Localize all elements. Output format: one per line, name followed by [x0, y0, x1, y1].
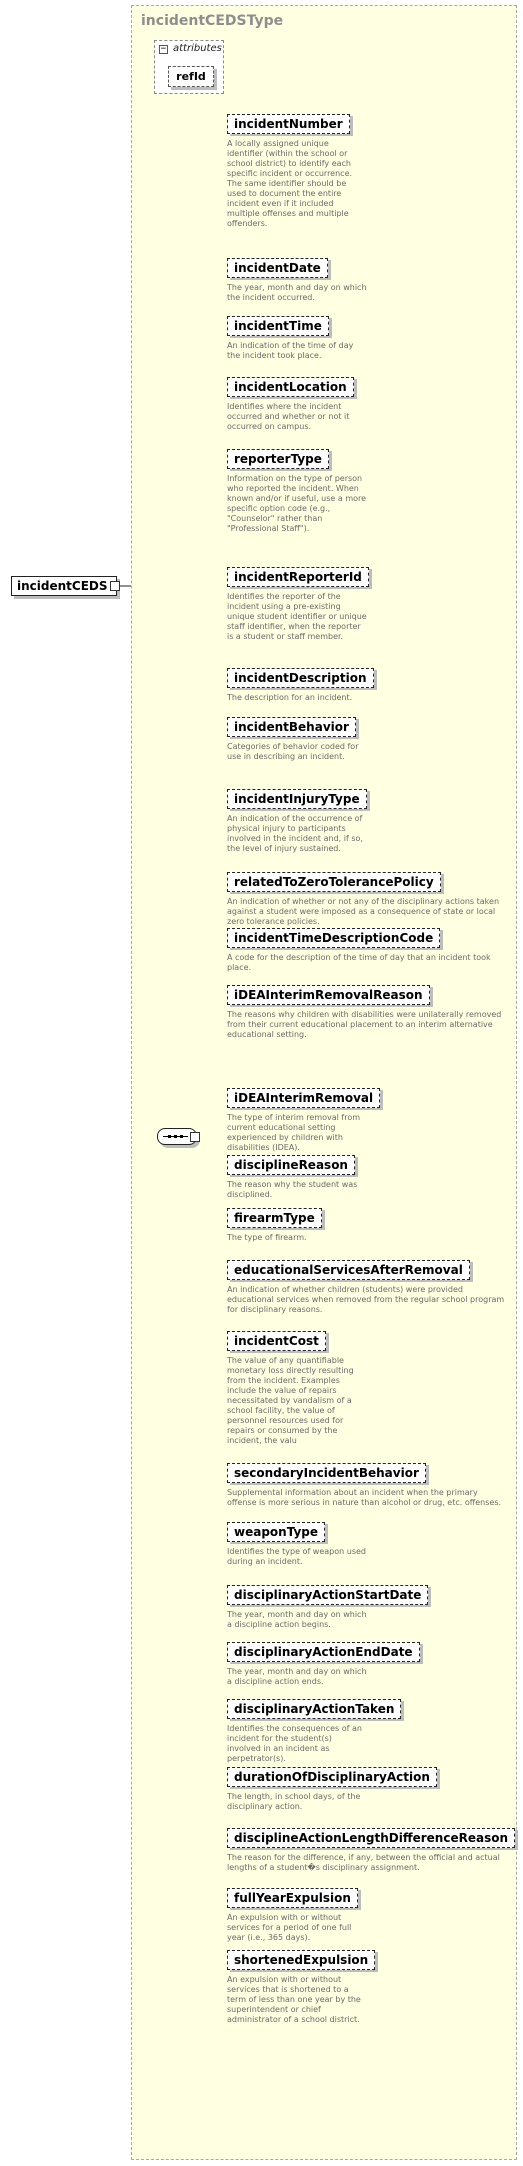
element-box[interactable]: incidentBehavior	[227, 717, 356, 737]
attribute-refid[interactable]: refId	[168, 66, 214, 87]
element-box[interactable]: relatedToZeroTolerancePolicy	[227, 872, 441, 892]
element-incidentReporterId	[227, 566, 369, 641]
element-incidentDescription	[227, 667, 374, 702]
element-box[interactable]: disciplinaryActionTaken	[227, 1699, 401, 1719]
element-incidentDate	[227, 257, 367, 302]
root-element[interactable]: incidentCEDS	[11, 576, 117, 596]
element-box[interactable]: incidentInjuryType	[227, 789, 367, 809]
element-description: The year, month and day on which a discipline action begins.	[227, 1610, 367, 1629]
element-description: An indication of whether children (students) were provided educational services when removed from the regular school program for disciplinary reasons.	[227, 1285, 505, 1314]
element-box[interactable]: disciplinaryActionEndDate	[227, 1642, 420, 1662]
expand-icon[interactable]	[110, 581, 120, 591]
element-shortenedExpulsion	[227, 1949, 375, 2024]
element-incidentTimeDescriptionCode	[227, 927, 491, 972]
element-description: The description for an incident.	[227, 693, 353, 702]
element-box[interactable]: incidentDate	[227, 258, 328, 278]
element-box[interactable]: fullYearExpulsion	[227, 1888, 358, 1908]
element-description: An indication of the occurrence of physical injury to participants involved in the incident and, if so, the level of injury sustained.	[227, 814, 363, 853]
element-box[interactable]: weaponType	[227, 1522, 325, 1542]
element-box[interactable]: educationalServicesAfterRemoval	[227, 1260, 470, 1280]
element-box[interactable]: incidentCost	[227, 1331, 326, 1351]
element-description: The reason why the student was disciplined.	[227, 1180, 358, 1199]
element-box[interactable]: incidentLocation	[227, 377, 354, 397]
element-description: Identifies the type of weapon used during an incident.	[227, 1547, 366, 1566]
element-incidentLocation	[227, 376, 354, 431]
element-description: Supplemental information about an incident when the primary offense is more serious in nature than alcohol or drug, etc. offenses.	[227, 1488, 502, 1507]
element-box[interactable]: incidentNumber	[227, 114, 350, 134]
element-description: The type of firearm.	[227, 1233, 307, 1242]
element-description: The year, month and day on which a discipline action ends.	[227, 1667, 367, 1686]
element-box[interactable]: durationOfDisciplinaryAction	[227, 1767, 437, 1787]
element-disciplineActionLengthDifferenceReason	[227, 1827, 515, 1872]
element-firearmType	[227, 1207, 322, 1242]
element-secondaryIncidentBehavior	[227, 1462, 502, 1507]
element-description: An indication of the time of day the incident took place.	[227, 341, 354, 360]
element-box[interactable]: secondaryIncidentBehavior	[227, 1463, 426, 1483]
element-description: The reason for the difference, if any, between the official and actual lengths of a student�s disciplinary assignment.	[227, 1853, 500, 1872]
element-disciplinaryActionStartDate	[227, 1584, 428, 1629]
element-reporterType	[227, 448, 367, 533]
element-box[interactable]: disciplinaryActionStartDate	[227, 1585, 428, 1605]
element-description: An indication of whether or not any of the disciplinary actions taken against a student were imposed as a consequence of state or local zero tolerance policies.	[227, 897, 500, 926]
element-description: The reasons why children with disabilities were unilaterally removed from their current educational placement to an interim alternative educational setting.	[227, 1010, 502, 1039]
element-incidentBehavior	[227, 716, 359, 761]
element-description: The year, month and day on which the incident occurred.	[227, 283, 367, 302]
element-description: Identifies the consequences of an incident for the student(s) involved in an incident as perpetrator(s).	[227, 1724, 362, 1763]
element-box[interactable]: shortenedExpulsion	[227, 1950, 375, 1970]
element-description: The value of any quantifiable monetary loss directly resulting from the incident. Examples include the value of repairs necessitated by vandalism of a school facility, the value of personnel resources used for repairs or consumed by the incident, the valu	[227, 1356, 354, 1445]
element-description: Information on the type of person who reported the incident. When known and/or if useful, use a more specific option code (e.g., "Counselor" rather than "Professional Staff").	[227, 474, 367, 533]
element-incidentTime	[227, 315, 354, 360]
element-description: An expulsion with or without services for a period of one full year (i.e., 365 days).	[227, 1913, 352, 1942]
element-box[interactable]: incidentReporterId	[227, 567, 369, 587]
element-weaponType	[227, 1521, 366, 1566]
element-relatedToZeroTolerancePolicy	[227, 871, 500, 926]
element-description: Identifies where the incident occurred and whether or not it occurred on campus.	[227, 402, 350, 431]
element-box[interactable]: incidentTimeDescriptionCode	[227, 928, 440, 948]
type-title: incidentCEDSType	[141, 13, 284, 29]
element-disciplinaryActionEndDate	[227, 1641, 420, 1686]
element-iDEAInterimRemovalReason	[227, 984, 502, 1039]
element-disciplinaryActionTaken	[227, 1698, 401, 1763]
element-iDEAInterimRemoval	[227, 1087, 380, 1152]
element-educationalServicesAfterRemoval	[227, 1259, 505, 1314]
element-incidentNumber	[227, 113, 353, 228]
element-fullYearExpulsion	[227, 1887, 358, 1942]
collapse-toggle-icon[interactable]: −	[160, 44, 167, 54]
attributes-title: attributes	[173, 43, 222, 54]
element-description: The length, in school days, of the disciplinary action.	[227, 1792, 361, 1811]
element-box[interactable]: incidentTime	[227, 316, 329, 336]
element-description: A locally assigned unique identifier (within the school or school district) to identify each specific incident or occurrence. The same identifier should be used to document the entire incident even if it included multiple offenses and multiple offenders.	[227, 139, 353, 228]
element-incidentInjuryType	[227, 788, 367, 853]
element-description: Categories of behavior coded for use in describing an incident.	[227, 742, 359, 761]
element-box[interactable]: iDEAInterimRemovalReason	[227, 985, 430, 1005]
element-disciplineReason	[227, 1154, 358, 1199]
element-box[interactable]: iDEAInterimRemoval	[227, 1088, 380, 1108]
element-durationOfDisciplinaryAction	[227, 1766, 437, 1811]
element-box[interactable]: disciplineReason	[227, 1155, 355, 1175]
collapse-icon[interactable]	[190, 1132, 200, 1142]
element-box[interactable]: disciplineActionLengthDifferenceReason	[227, 1828, 515, 1848]
element-incidentCost	[227, 1330, 354, 1445]
element-description: A code for the description of the time of day that an incident took place.	[227, 953, 491, 972]
element-box[interactable]: reporterType	[227, 449, 329, 469]
element-description: Identifies the reporter of the incident using a pre-existing unique student identifier or unique staff identifier, when the reporter is a student or staff member.	[227, 592, 367, 641]
element-description: The type of interim removal from current educational setting experienced by children with disabilities (IDEA).	[227, 1113, 361, 1152]
element-box[interactable]: firearmType	[227, 1208, 322, 1228]
element-box[interactable]: incidentDescription	[227, 668, 374, 688]
element-description: An expulsion with or without services that is shortened to a term of less than one year by the superintendent or chief administrator of a school district.	[227, 1975, 361, 2024]
